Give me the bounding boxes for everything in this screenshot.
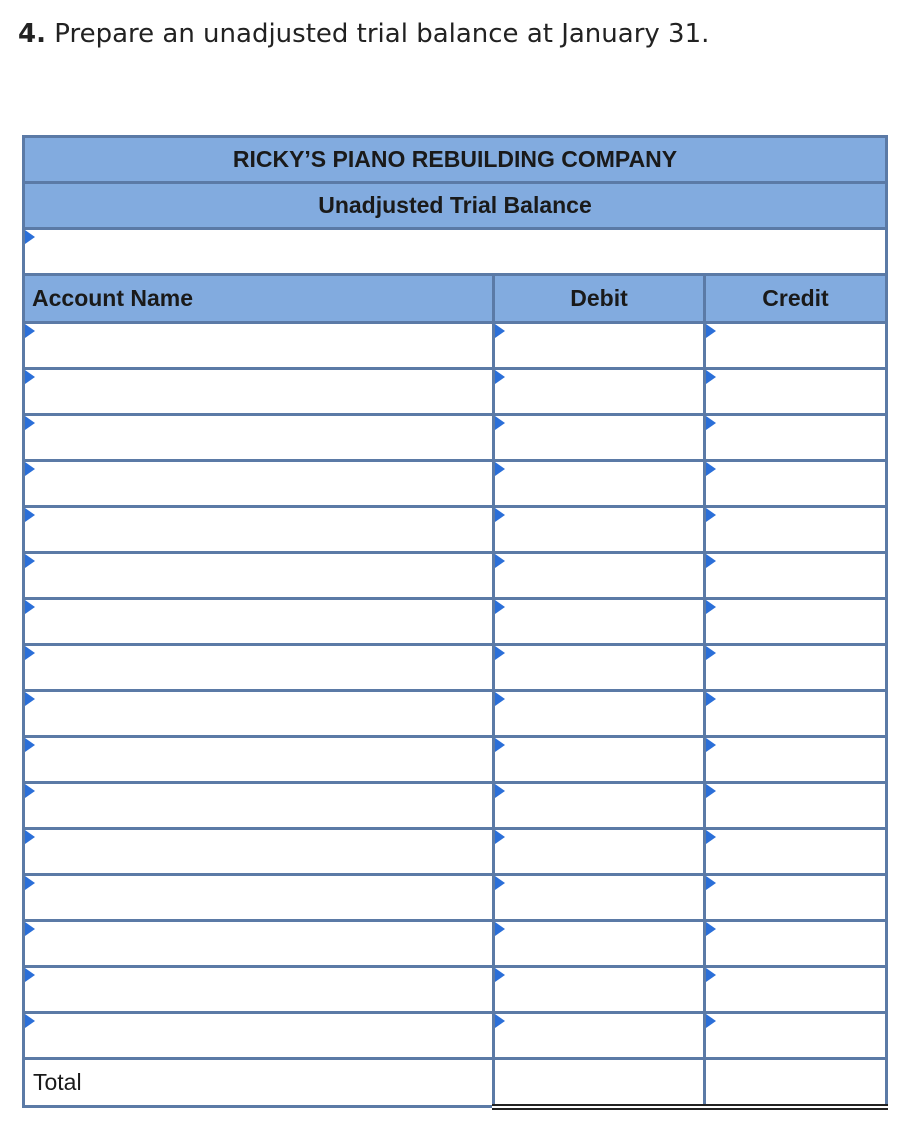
account-name-input[interactable] bbox=[25, 1014, 492, 1057]
debit-input[interactable] bbox=[495, 830, 703, 873]
account-name-input[interactable] bbox=[25, 738, 492, 781]
debit-cell[interactable] bbox=[494, 553, 705, 599]
debit-cell[interactable] bbox=[494, 829, 705, 875]
statement-title-row bbox=[24, 183, 887, 229]
credit-cell[interactable] bbox=[705, 461, 887, 507]
trial-balance-table bbox=[22, 135, 888, 1110]
debit-input[interactable] bbox=[495, 968, 703, 1011]
table-row bbox=[24, 369, 887, 415]
credit-input[interactable] bbox=[706, 462, 885, 505]
account-name-input[interactable] bbox=[25, 692, 492, 735]
debit-cell[interactable] bbox=[494, 783, 705, 829]
account-name-cell[interactable] bbox=[24, 1013, 494, 1059]
account-name-cell[interactable] bbox=[24, 323, 494, 369]
account-name-input[interactable] bbox=[25, 876, 492, 919]
account-name-cell[interactable] bbox=[24, 369, 494, 415]
credit-input[interactable] bbox=[706, 968, 885, 1011]
credit-input[interactable] bbox=[706, 784, 885, 827]
account-name-input[interactable] bbox=[25, 646, 492, 689]
debit-input[interactable] bbox=[495, 646, 703, 689]
table-row bbox=[24, 783, 887, 829]
credit-cell[interactable] bbox=[705, 1013, 887, 1059]
account-name-cell[interactable] bbox=[24, 921, 494, 967]
credit-cell[interactable] bbox=[705, 369, 887, 415]
debit-input[interactable] bbox=[495, 784, 703, 827]
credit-input[interactable] bbox=[706, 370, 885, 413]
debit-input[interactable] bbox=[495, 324, 703, 367]
credit-input[interactable] bbox=[706, 1014, 885, 1057]
credit-cell[interactable] bbox=[705, 323, 887, 369]
column-header-row bbox=[24, 275, 887, 323]
account-name-input[interactable] bbox=[25, 416, 492, 459]
account-name-input[interactable] bbox=[25, 968, 492, 1011]
credit-input[interactable] bbox=[706, 738, 885, 781]
debit-cell[interactable] bbox=[494, 921, 705, 967]
date-input[interactable] bbox=[25, 230, 885, 273]
credit-input[interactable] bbox=[706, 830, 885, 873]
account-name-input[interactable] bbox=[25, 370, 492, 413]
debit-cell[interactable] bbox=[494, 645, 705, 691]
debit-cell[interactable] bbox=[494, 691, 705, 737]
debit-cell[interactable] bbox=[494, 599, 705, 645]
debit-header: Debit bbox=[494, 275, 705, 323]
credit-cell[interactable] bbox=[705, 921, 887, 967]
question-prompt: Prepare an unadjusted trial balance at January 31. bbox=[54, 19, 710, 49]
table-row bbox=[24, 967, 887, 1013]
debit-cell[interactable] bbox=[494, 1013, 705, 1059]
company-name: RICKY’S PIANO REBUILDING COMPANY bbox=[24, 137, 887, 183]
account-name-input[interactable] bbox=[25, 462, 492, 505]
account-name-cell[interactable] bbox=[24, 967, 494, 1013]
debit-input[interactable] bbox=[495, 370, 703, 413]
credit-cell[interactable] bbox=[705, 553, 887, 599]
debit-cell[interactable] bbox=[494, 875, 705, 921]
debit-cell[interactable] bbox=[494, 507, 705, 553]
credit-cell[interactable] bbox=[705, 783, 887, 829]
debit-cell[interactable] bbox=[494, 323, 705, 369]
debit-cell[interactable] bbox=[494, 461, 705, 507]
credit-header: Credit bbox=[705, 275, 887, 323]
account-name-cell[interactable] bbox=[24, 737, 494, 783]
credit-input[interactable] bbox=[706, 692, 885, 735]
debit-input[interactable] bbox=[495, 600, 703, 643]
debit-cell[interactable] bbox=[494, 369, 705, 415]
credit-cell[interactable] bbox=[705, 691, 887, 737]
company-name-row bbox=[24, 137, 887, 183]
credit-cell[interactable] bbox=[705, 415, 887, 461]
account-name-cell[interactable] bbox=[24, 507, 494, 553]
account-name-input[interactable] bbox=[25, 600, 492, 643]
account-name-input[interactable] bbox=[25, 830, 492, 873]
question-text bbox=[18, 14, 709, 54]
credit-cell[interactable] bbox=[705, 507, 887, 553]
table-row bbox=[24, 599, 887, 645]
account-name-cell[interactable] bbox=[24, 461, 494, 507]
credit-input[interactable] bbox=[706, 922, 885, 965]
total-label: Total bbox=[24, 1059, 494, 1107]
debit-input[interactable] bbox=[495, 554, 703, 597]
credit-input[interactable] bbox=[706, 876, 885, 919]
debit-input[interactable] bbox=[495, 876, 703, 919]
total-debit bbox=[494, 1059, 705, 1107]
account-name-cell[interactable] bbox=[24, 415, 494, 461]
debit-cell[interactable] bbox=[494, 415, 705, 461]
debit-cell[interactable] bbox=[494, 737, 705, 783]
table-row bbox=[24, 829, 887, 875]
date-cell[interactable] bbox=[24, 229, 887, 275]
credit-input[interactable] bbox=[706, 416, 885, 459]
table-row bbox=[24, 415, 887, 461]
table-row bbox=[24, 1013, 887, 1059]
question-number: 4. bbox=[18, 19, 46, 49]
account-name-input[interactable] bbox=[25, 784, 492, 827]
credit-cell[interactable] bbox=[705, 645, 887, 691]
account-name-cell[interactable] bbox=[24, 875, 494, 921]
account-name-cell[interactable] bbox=[24, 829, 494, 875]
credit-cell[interactable] bbox=[705, 599, 887, 645]
table-row bbox=[24, 553, 887, 599]
table-row bbox=[24, 875, 887, 921]
account-name-input[interactable] bbox=[25, 922, 492, 965]
credit-input[interactable] bbox=[706, 600, 885, 643]
credit-input[interactable] bbox=[706, 646, 885, 689]
total-credit bbox=[705, 1059, 887, 1107]
table-row bbox=[24, 645, 887, 691]
table-row bbox=[24, 461, 887, 507]
date-row bbox=[24, 229, 887, 275]
statement-title: Unadjusted Trial Balance bbox=[24, 183, 887, 229]
table-row bbox=[24, 507, 887, 553]
account-name-cell[interactable] bbox=[24, 783, 494, 829]
debit-input[interactable] bbox=[495, 462, 703, 505]
account-name-input[interactable] bbox=[25, 508, 492, 551]
account-name-header: Account Name bbox=[24, 275, 494, 323]
account-name-input[interactable] bbox=[25, 324, 492, 367]
table-row bbox=[24, 323, 887, 369]
credit-input[interactable] bbox=[706, 508, 885, 551]
account-name-input[interactable] bbox=[25, 554, 492, 597]
table-row bbox=[24, 737, 887, 783]
debit-input[interactable] bbox=[495, 416, 703, 459]
credit-cell[interactable] bbox=[705, 875, 887, 921]
account-name-cell[interactable] bbox=[24, 691, 494, 737]
debit-input[interactable] bbox=[495, 508, 703, 551]
account-name-cell[interactable] bbox=[24, 553, 494, 599]
debit-input[interactable] bbox=[495, 1014, 703, 1057]
account-name-cell[interactable] bbox=[24, 645, 494, 691]
debit-input[interactable] bbox=[495, 922, 703, 965]
debit-input[interactable] bbox=[495, 738, 703, 781]
credit-input[interactable] bbox=[706, 324, 885, 367]
account-name-cell[interactable] bbox=[24, 599, 494, 645]
credit-cell[interactable] bbox=[705, 829, 887, 875]
table-row bbox=[24, 691, 887, 737]
credit-cell[interactable] bbox=[705, 737, 887, 783]
debit-input[interactable] bbox=[495, 692, 703, 735]
credit-cell[interactable] bbox=[705, 967, 887, 1013]
total-row bbox=[24, 1059, 887, 1107]
debit-cell[interactable] bbox=[494, 967, 705, 1013]
table-row bbox=[24, 921, 887, 967]
credit-input[interactable] bbox=[706, 554, 885, 597]
